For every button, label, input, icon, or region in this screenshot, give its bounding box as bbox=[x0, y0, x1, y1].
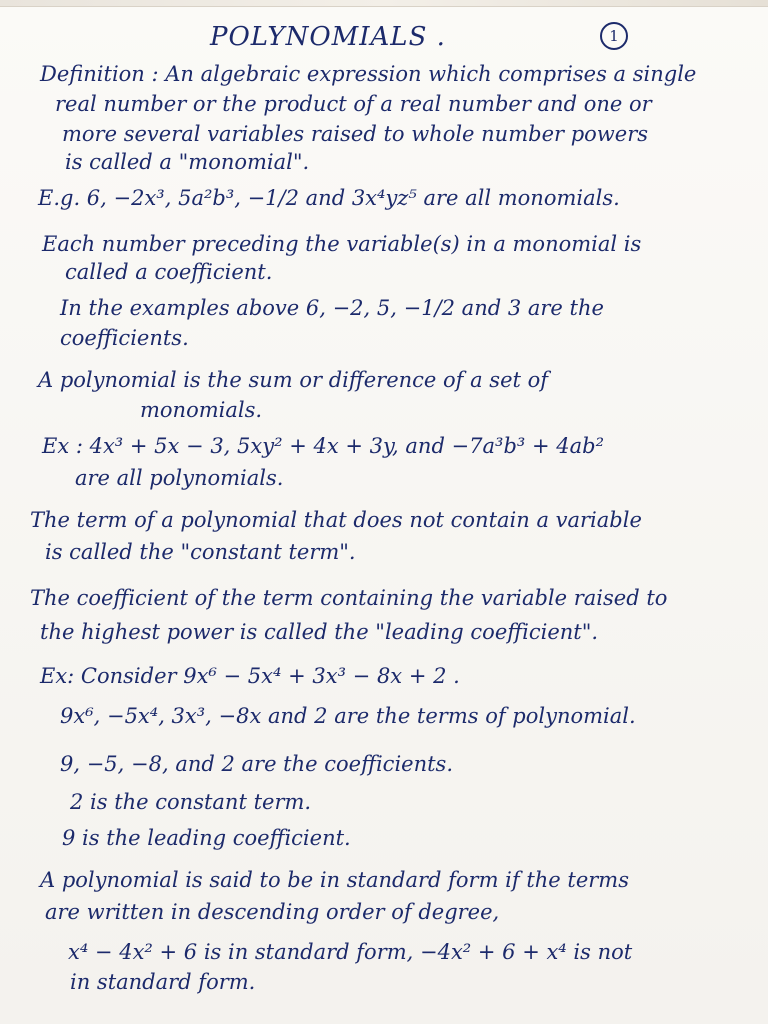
text-line: is called a "monomial". bbox=[65, 150, 310, 174]
text-line: The term of a polynomial that does not contain a variable bbox=[30, 508, 642, 532]
text-line: 2 is the constant term. bbox=[70, 790, 312, 814]
text-line: are written in descending order of degree, bbox=[45, 900, 500, 924]
text-line: In the examples above 6, −2, 5, −1/2 and 3 are the bbox=[60, 296, 604, 320]
text-line: more several variables raised to whole number powers bbox=[62, 122, 649, 146]
text-line: is called the "constant term". bbox=[45, 540, 356, 564]
text-line: 9 is the leading coefficient. bbox=[62, 826, 351, 850]
text-line: in standard form. bbox=[70, 970, 256, 994]
text-line: x⁴ − 4x² + 6 is in standard form, −4x² + 6 + x⁴ is not bbox=[68, 940, 633, 964]
text-line: monomials. bbox=[140, 398, 263, 422]
text-line: The coefficient of the term containing the variable raised to bbox=[30, 586, 668, 610]
text-line: E.g. 6, −2x³, 5a²b³, −1/2 and 3x⁴yz⁵ are all monomials. bbox=[38, 186, 620, 210]
page-edge bbox=[0, 0, 768, 7]
text-line: 9x⁶, −5x⁴, 3x³, −8x and 2 are the terms of polynomial. bbox=[60, 704, 636, 728]
text-line: A polynomial is the sum or difference of a set of bbox=[38, 368, 549, 392]
text-line: coefficients. bbox=[60, 326, 189, 350]
text-line: called a coefficient. bbox=[65, 260, 273, 284]
page-number-circle: 1 bbox=[600, 22, 628, 50]
text-line: Ex : 4x³ + 5x − 3, 5xy² + 4x + 3y, and −7a³b³ + 4ab² bbox=[42, 434, 605, 458]
text-line: are all polynomials. bbox=[75, 466, 284, 490]
text-line: Each number preceding the variable(s) in a monomial is bbox=[42, 232, 642, 256]
page-title: POLYNOMIALS . bbox=[210, 22, 446, 52]
text-line: real number or the product of a real number and one or bbox=[55, 92, 652, 116]
text-line: the highest power is called the "leading coefficient". bbox=[40, 620, 599, 644]
text-line: 9, −5, −8, and 2 are the coefficients. bbox=[60, 752, 454, 776]
text-line: Definition : An algebraic expression which comprises a single bbox=[40, 62, 697, 86]
text-line: A polynomial is said to be in standard form if the terms bbox=[40, 868, 629, 892]
text-line: Ex: Consider 9x⁶ − 5x⁴ + 3x³ − 8x + 2 . bbox=[40, 664, 460, 688]
